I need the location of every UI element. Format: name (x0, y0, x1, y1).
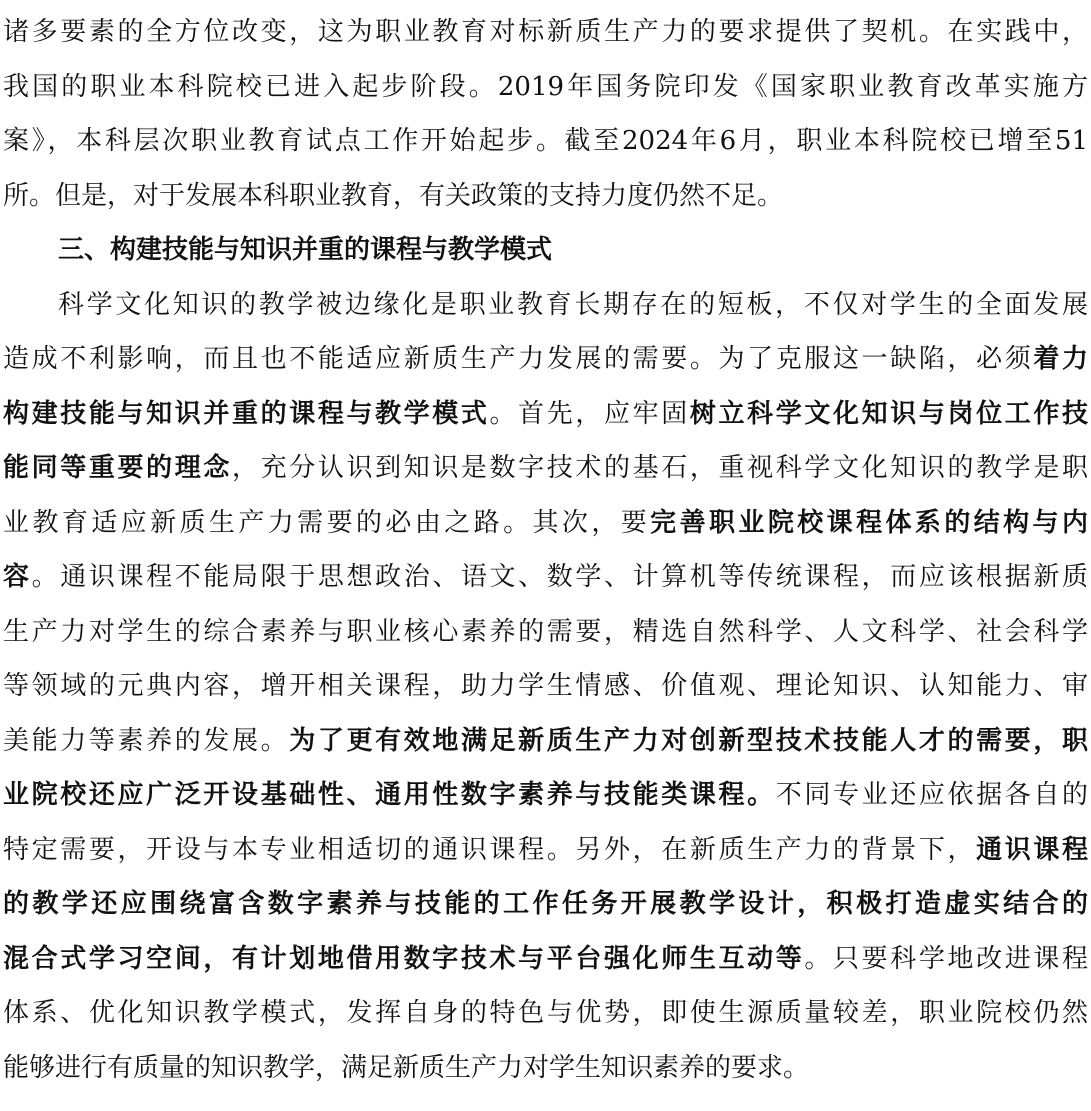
text-line (3, 714, 1088, 769)
bold-text-segment: 业院校还应广泛开设基础性、通用性数字素养与技能类课程。 (3, 780, 776, 810)
text-segment: 。通识课程不能局限于思想政治、语文、数学、计算机等传统课程，而应该根据新质 (31, 562, 1088, 592)
text-line (3, 114, 1088, 169)
text-segment: 能够进行有质量的知识教学，满足新质生产力对学生知识素养的要求。 (3, 1052, 810, 1083)
text-segment: 特定需要，开设与本专业相适切的通识课程。另外，在新质生产力的背景下， (3, 834, 977, 865)
text-line (3, 1041, 1088, 1096)
bold-text-segment: 能同等重要的理念 (3, 453, 232, 483)
text-line (3, 659, 1088, 714)
text-segment: 。只要科学地改进课程 (804, 943, 1088, 974)
text-line (3, 877, 1088, 932)
text-segment: 案》，本科层次职业教育试点工作开始起步。截至2024年6月，职业本科院校已增至51 (3, 126, 1088, 156)
bold-text-segment: 为了更有效地满足新质生产力对创新型技术技能人才的需要，职 (289, 725, 1088, 756)
text-segment: ，充分认识到知识是数字技术的基石，重视科学文化知识的教学是职 (231, 453, 1088, 483)
text-segment: 诸多要素的全方位改变，这为职业教育对标新质生产力的要求提供了契机。在实践中， (3, 17, 1088, 47)
text-line (3, 60, 1088, 115)
text-line (3, 441, 1088, 496)
text-line (3, 986, 1088, 1041)
text-line (3, 823, 1088, 878)
text-segment: 我国的职业本科院校已进入起步阶段。2019年国务院印发《国家职业教育改革实施方 (3, 71, 1088, 102)
text-line (3, 550, 1088, 605)
text-segment: 美能力等素养的发展。 (3, 725, 290, 756)
text-line (3, 278, 1088, 333)
text-line (3, 5, 1088, 60)
text-line (3, 768, 1088, 823)
bold-text-segment: 树立科学文化知识与岗位工作技 (689, 398, 1088, 429)
bold-text-segment: 完善职业院校课程体系的结构与内 (650, 507, 1088, 538)
text-segment: 不同专业还应依据各自的 (775, 780, 1088, 810)
text-segment: 等领域的元典内容，增开相关课程，助力学生情感、价值观、理论知识、认知能力、审 (3, 671, 1088, 701)
text-segment: 造成不利影响，而且也不能适应新质生产力发展的需要。为了克服这一缺陷，必须 (3, 344, 1034, 374)
text-line (3, 932, 1088, 987)
text-line (3, 387, 1088, 442)
text-segment: 所。但是，对于发展本科职业教育，有关政策的支持力度仍然不足。 (3, 180, 784, 211)
document-page (3, 5, 1088, 1095)
bold-text-segment: 通识课程 (976, 834, 1088, 865)
text-segment: 体系、优化知识教学模式，发挥自身的特色与优势，即使生源质量较差，职业院校仍然 (3, 998, 1088, 1028)
text-segment: 科学文化知识的教学被边缘化是职业教育长期存在的短板，不仅对学生的全面发展 (58, 289, 1088, 320)
text-segment: 生产力对学生的综合素养与职业核心素养的需要，精选自然科学、人文科学、社会科学 (3, 616, 1088, 647)
bold-text-segment: 的教学还应围绕富含数字素养与技能的工作任务开展教学设计，积极打造虚实结合的 (3, 889, 1088, 919)
text-line (3, 332, 1088, 387)
bold-text-segment: 着力 (1033, 344, 1088, 374)
text-line (3, 496, 1088, 551)
text-line (3, 169, 1088, 224)
bold-text-segment: 构建技能与知识并重的课程与教学模式 (3, 398, 490, 429)
text-segment: 业教育适应新质生产力需要的必由之路。其次，要 (3, 507, 651, 538)
bold-text-segment: 混合式学习空间，有计划地借用数字技术与平台强化师生互动等 (3, 943, 805, 974)
bold-text-segment: 容 (3, 562, 32, 592)
section-heading (3, 223, 1088, 278)
text-line (3, 605, 1088, 660)
text-segment: 。首先，应牢固 (489, 398, 690, 429)
bold-text-segment: 三、构建技能与知识并重的课程与教学模式 (58, 235, 553, 265)
